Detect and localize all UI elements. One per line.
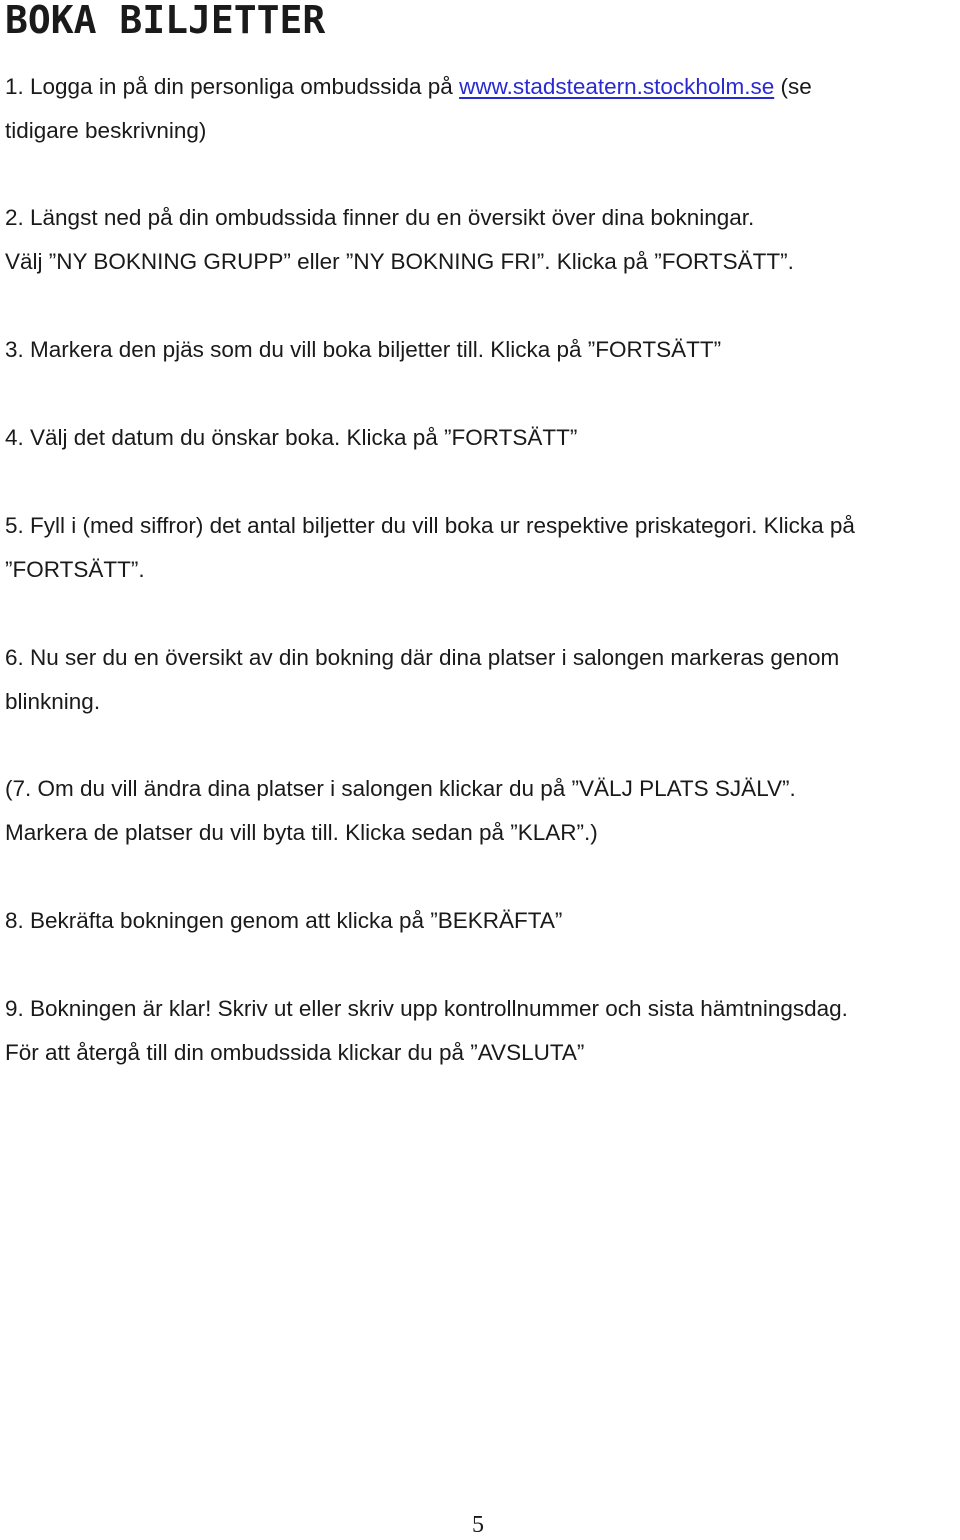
step-3: [5, 328, 721, 372]
step-9-line1: 9. Bokningen är klar! Skriv ut eller skriv upp kontrollnummer och sista hämtningsdag.: [5, 996, 848, 1021]
stadsteatern-link[interactable]: www.stadsteatern.stockholm.se: [459, 74, 775, 99]
step-9: [5, 987, 848, 1075]
step-6-line1: 6. Nu ser du en översikt av din bokning där dina platser i salongen markeras genom: [5, 645, 840, 670]
step-7-line2: Markera de platser du vill byta till. Klicka sedan på ”KLAR”.): [5, 820, 598, 845]
step-3-line1: 3. Markera den pjäs som du vill boka biljetter till. Klicka på ”FORTSÄTT”: [5, 337, 722, 362]
step-1-text-line2: tidigare beskrivning): [5, 118, 207, 143]
step-7: [5, 767, 796, 855]
step-6: [5, 636, 839, 724]
step-1-text: 1. Logga in på din personliga ombudssida på: [5, 74, 460, 99]
step-2-line1: 2. Längst ned på din ombudssida finner du en översikt över dina bokningar.: [5, 205, 755, 230]
step-2-line2: Välj ”NY BOKNING GRUPP” eller ”NY BOKNING FRI”. Klicka på ”FORTSÄTT”.: [5, 249, 794, 274]
step-9-line2: För att återgå till din ombudssida klickar du på ”AVSLUTA”: [5, 1040, 585, 1065]
step-5-line2: ”FORTSÄTT”.: [5, 557, 145, 582]
step-4: [5, 416, 577, 460]
step-5: [5, 504, 855, 592]
document-title: BOKA BILJETTER: [5, 0, 326, 42]
step-8-line1: 8. Bekräfta bokningen genom att klicka på ”BEKRÄFTA”: [5, 908, 563, 933]
step-4-line1: 4. Välj det datum du önskar boka. Klicka på ”FORTSÄTT”: [5, 425, 578, 450]
page-number: 5: [472, 1512, 484, 1538]
step-1-text-after: (se: [774, 74, 812, 99]
step-7-line1: (7. Om du vill ändra dina platser i salongen klickar du på ”VÄLJ PLATS SJÄLV”.: [5, 776, 796, 801]
step-5-line1: 5. Fyll i (med siffror) det antal biljetter du vill boka ur respektive priskategori. Klicka på: [5, 513, 855, 538]
step-2: [5, 196, 794, 284]
step-1: [5, 65, 812, 153]
step-6-line2: blinkning.: [5, 689, 101, 714]
step-8: [5, 899, 562, 943]
